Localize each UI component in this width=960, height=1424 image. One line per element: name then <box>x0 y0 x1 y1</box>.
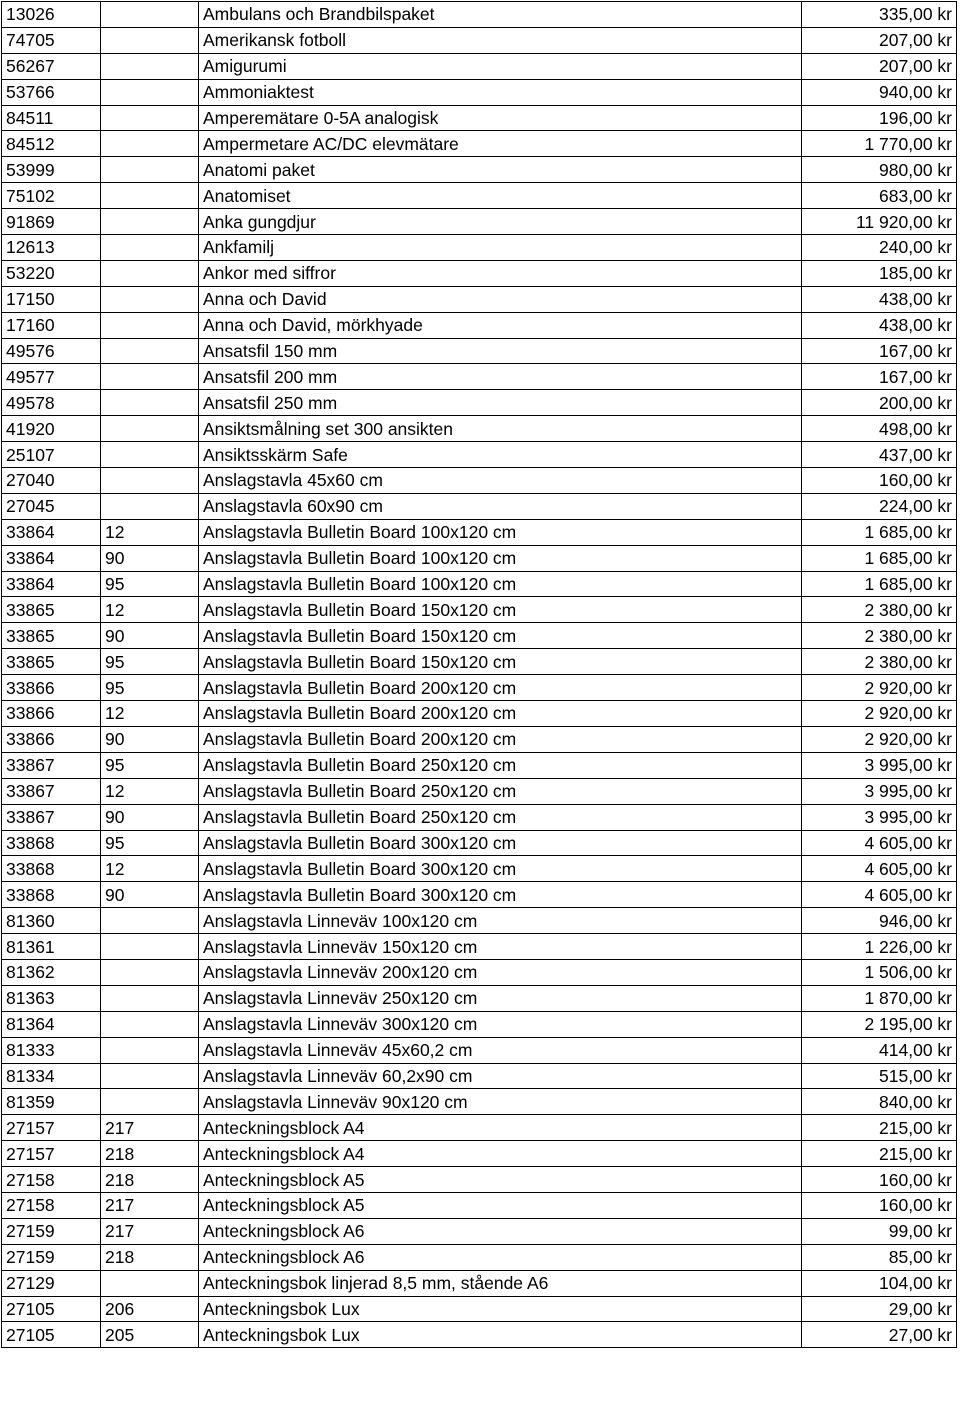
price-cell: 2 920,00 kr <box>802 726 957 752</box>
price-cell: 200,00 kr <box>802 390 957 416</box>
product-name-cell: Anslagstavla Linneväv 90x120 cm <box>199 1089 802 1115</box>
product-name-cell: Anslagstavla Bulletin Board 200x120 cm <box>199 726 802 752</box>
variant-code-cell <box>101 1270 199 1296</box>
product-name-cell: Ankor med siffror <box>199 260 802 286</box>
product-name-cell: Anslagstavla Linneväv 100x120 cm <box>199 908 802 934</box>
price-cell: 4 605,00 kr <box>802 882 957 908</box>
variant-code-cell <box>101 908 199 934</box>
article-number-cell: 53766 <box>2 79 101 105</box>
article-number-cell: 13026 <box>2 2 101 28</box>
product-name-cell: Anslagstavla Bulletin Board 250x120 cm <box>199 804 802 830</box>
article-number-cell: 49577 <box>2 364 101 390</box>
variant-code-cell: 12 <box>101 597 199 623</box>
table-row <box>2 1322 957 1348</box>
article-number-cell: 81334 <box>2 1063 101 1089</box>
article-number-cell: 33867 <box>2 804 101 830</box>
article-number-cell: 56267 <box>2 53 101 79</box>
table-row <box>2 416 957 442</box>
price-cell: 167,00 kr <box>802 364 957 390</box>
price-cell: 498,00 kr <box>802 416 957 442</box>
product-name-cell: Anslagstavla Bulletin Board 100x120 cm <box>199 571 802 597</box>
product-name-cell: Anslagstavla Bulletin Board 200x120 cm <box>199 675 802 701</box>
price-cell: 2 380,00 kr <box>802 623 957 649</box>
variant-code-cell: 217 <box>101 1115 199 1141</box>
table-row <box>2 1296 957 1322</box>
product-name-cell: Anka gungdjur <box>199 209 802 235</box>
product-name-cell: Anslagstavla Bulletin Board 300x120 cm <box>199 882 802 908</box>
table-row <box>2 27 957 53</box>
table-row <box>2 1192 957 1218</box>
article-number-cell: 91869 <box>2 209 101 235</box>
price-cell: 185,00 kr <box>802 260 957 286</box>
article-number-cell: 33867 <box>2 752 101 778</box>
product-name-cell: Anteckningsbok linjerad 8,5 mm, stående A6 <box>199 1270 802 1296</box>
article-number-cell: 84512 <box>2 131 101 157</box>
variant-code-cell <box>101 442 199 468</box>
table-row <box>2 235 957 261</box>
price-cell: 438,00 kr <box>802 286 957 312</box>
table-row <box>2 286 957 312</box>
price-cell: 160,00 kr <box>802 1192 957 1218</box>
table-row <box>2 959 957 985</box>
table-row <box>2 1244 957 1270</box>
product-name-cell: Amperemätare 0-5A analogisk <box>199 105 802 131</box>
table-row <box>2 338 957 364</box>
table-row <box>2 571 957 597</box>
product-name-cell: Anslagstavla Linneväv 300x120 cm <box>199 1011 802 1037</box>
price-cell: 414,00 kr <box>802 1037 957 1063</box>
product-name-cell: Anslagstavla 45x60 cm <box>199 468 802 494</box>
table-row <box>2 1115 957 1141</box>
product-name-cell: Anatomiset <box>199 183 802 209</box>
variant-code-cell <box>101 416 199 442</box>
table-row <box>2 468 957 494</box>
price-cell: 160,00 kr <box>802 468 957 494</box>
price-cell: 1 506,00 kr <box>802 959 957 985</box>
variant-code-cell <box>101 2 199 28</box>
product-name-cell: Anna och David, mörkhyade <box>199 312 802 338</box>
price-cell: 215,00 kr <box>802 1115 957 1141</box>
table-row <box>2 985 957 1011</box>
table-row <box>2 934 957 960</box>
article-number-cell: 17160 <box>2 312 101 338</box>
variant-code-cell: 95 <box>101 675 199 701</box>
article-number-cell: 33864 <box>2 545 101 571</box>
article-number-cell: 33865 <box>2 649 101 675</box>
product-name-cell: Anteckningsbok Lux <box>199 1296 802 1322</box>
price-cell: 2 380,00 kr <box>802 649 957 675</box>
variant-code-cell <box>101 493 199 519</box>
price-cell: 196,00 kr <box>802 105 957 131</box>
article-number-cell: 49578 <box>2 390 101 416</box>
variant-code-cell <box>101 390 199 416</box>
table-row <box>2 493 957 519</box>
price-cell: 1 685,00 kr <box>802 571 957 597</box>
variant-code-cell: 217 <box>101 1192 199 1218</box>
product-name-cell: Anteckningsblock A6 <box>199 1218 802 1244</box>
article-number-cell: 27159 <box>2 1244 101 1270</box>
price-cell: 2 380,00 kr <box>802 597 957 623</box>
table-row <box>2 442 957 468</box>
table-row <box>2 623 957 649</box>
article-number-cell: 84511 <box>2 105 101 131</box>
product-name-cell: Ansatsfil 250 mm <box>199 390 802 416</box>
table-row <box>2 519 957 545</box>
price-cell: 240,00 kr <box>802 235 957 261</box>
article-number-cell: 81364 <box>2 1011 101 1037</box>
price-cell: 2 920,00 kr <box>802 675 957 701</box>
product-name-cell: Anslagstavla Bulletin Board 150x120 cm <box>199 649 802 675</box>
price-cell: 1 870,00 kr <box>802 985 957 1011</box>
price-cell: 1 685,00 kr <box>802 545 957 571</box>
variant-code-cell: 218 <box>101 1167 199 1193</box>
table-row <box>2 390 957 416</box>
table-row <box>2 1037 957 1063</box>
price-cell: 215,00 kr <box>802 1141 957 1167</box>
price-cell: 4 605,00 kr <box>802 856 957 882</box>
variant-code-cell: 95 <box>101 830 199 856</box>
variant-code-cell <box>101 364 199 390</box>
article-number-cell: 33868 <box>2 882 101 908</box>
price-cell: 224,00 kr <box>802 493 957 519</box>
product-name-cell: Ambulans och Brandbilspaket <box>199 2 802 28</box>
table-row <box>2 752 957 778</box>
table-row <box>2 157 957 183</box>
table-row <box>2 1063 957 1089</box>
product-name-cell: Anslagstavla Linneväv 250x120 cm <box>199 985 802 1011</box>
table-row <box>2 2 957 28</box>
product-name-cell: Anslagstavla Linneväv 60,2x90 cm <box>199 1063 802 1089</box>
variant-code-cell: 205 <box>101 1322 199 1348</box>
article-number-cell: 17150 <box>2 286 101 312</box>
variant-code-cell <box>101 934 199 960</box>
product-name-cell: Amigurumi <box>199 53 802 79</box>
article-number-cell: 53220 <box>2 260 101 286</box>
variant-code-cell <box>101 209 199 235</box>
article-number-cell: 81333 <box>2 1037 101 1063</box>
price-cell: 99,00 kr <box>802 1218 957 1244</box>
price-cell: 1 226,00 kr <box>802 934 957 960</box>
variant-code-cell: 95 <box>101 649 199 675</box>
article-number-cell: 49576 <box>2 338 101 364</box>
price-cell: 438,00 kr <box>802 312 957 338</box>
article-number-cell: 33866 <box>2 726 101 752</box>
variant-code-cell: 90 <box>101 545 199 571</box>
product-name-cell: Anslagstavla Bulletin Board 150x120 cm <box>199 597 802 623</box>
price-cell: 3 995,00 kr <box>802 778 957 804</box>
product-name-cell: Anslagstavla 60x90 cm <box>199 493 802 519</box>
price-cell: 515,00 kr <box>802 1063 957 1089</box>
variant-code-cell: 90 <box>101 623 199 649</box>
table-row <box>2 312 957 338</box>
variant-code-cell <box>101 286 199 312</box>
table-row <box>2 856 957 882</box>
article-number-cell: 33868 <box>2 856 101 882</box>
table-row <box>2 701 957 727</box>
article-number-cell: 27157 <box>2 1115 101 1141</box>
product-name-cell: Anslagstavla Bulletin Board 150x120 cm <box>199 623 802 649</box>
variant-code-cell: 12 <box>101 856 199 882</box>
product-name-cell: Ankfamilj <box>199 235 802 261</box>
product-name-cell: Ansiktsmålning set 300 ansikten <box>199 416 802 442</box>
variant-code-cell <box>101 985 199 1011</box>
product-name-cell: Anslagstavla Linneväv 45x60,2 cm <box>199 1037 802 1063</box>
product-name-cell: Anteckningsblock A5 <box>199 1192 802 1218</box>
article-number-cell: 33868 <box>2 830 101 856</box>
price-cell: 11 920,00 kr <box>802 209 957 235</box>
table-row <box>2 597 957 623</box>
product-name-cell: Anslagstavla Bulletin Board 100x120 cm <box>199 519 802 545</box>
table-row <box>2 1167 957 1193</box>
article-number-cell: 27129 <box>2 1270 101 1296</box>
table-row <box>2 804 957 830</box>
table-row <box>2 260 957 286</box>
variant-code-cell: 95 <box>101 571 199 597</box>
variant-code-cell <box>101 53 199 79</box>
article-number-cell: 27045 <box>2 493 101 519</box>
article-number-cell: 81360 <box>2 908 101 934</box>
price-cell: 946,00 kr <box>802 908 957 934</box>
variant-code-cell <box>101 1063 199 1089</box>
product-name-cell: Anslagstavla Bulletin Board 250x120 cm <box>199 778 802 804</box>
product-name-cell: Anna och David <box>199 286 802 312</box>
variant-code-cell: 218 <box>101 1141 199 1167</box>
variant-code-cell <box>101 312 199 338</box>
price-cell: 27,00 kr <box>802 1322 957 1348</box>
article-number-cell: 41920 <box>2 416 101 442</box>
product-name-cell: Anteckningsblock A4 <box>199 1115 802 1141</box>
price-cell: 85,00 kr <box>802 1244 957 1270</box>
price-cell: 29,00 kr <box>802 1296 957 1322</box>
variant-code-cell <box>101 183 199 209</box>
variant-code-cell: 90 <box>101 804 199 830</box>
article-number-cell: 33864 <box>2 519 101 545</box>
price-cell: 683,00 kr <box>802 183 957 209</box>
article-number-cell: 81362 <box>2 959 101 985</box>
article-number-cell: 27105 <box>2 1296 101 1322</box>
article-number-cell: 27158 <box>2 1167 101 1193</box>
article-number-cell: 25107 <box>2 442 101 468</box>
product-name-cell: Anslagstavla Bulletin Board 200x120 cm <box>199 701 802 727</box>
product-name-cell: Anslagstavla Bulletin Board 100x120 cm <box>199 545 802 571</box>
table-row <box>2 1270 957 1296</box>
table-row <box>2 1089 957 1115</box>
price-cell: 1 770,00 kr <box>802 131 957 157</box>
article-number-cell: 33866 <box>2 701 101 727</box>
variant-code-cell <box>101 79 199 105</box>
variant-code-cell <box>101 131 199 157</box>
table-row <box>2 882 957 908</box>
variant-code-cell: 95 <box>101 752 199 778</box>
price-cell: 335,00 kr <box>802 2 957 28</box>
price-cell: 1 685,00 kr <box>802 519 957 545</box>
table-row <box>2 209 957 235</box>
variant-code-cell: 12 <box>101 778 199 804</box>
article-number-cell: 74705 <box>2 27 101 53</box>
product-name-cell: Anslagstavla Linneväv 150x120 cm <box>199 934 802 960</box>
table-row <box>2 649 957 675</box>
product-name-cell: Ampermetare AC/DC elevmätare <box>199 131 802 157</box>
variant-code-cell: 90 <box>101 726 199 752</box>
article-number-cell: 27158 <box>2 1192 101 1218</box>
product-name-cell: Anslagstavla Bulletin Board 300x120 cm <box>199 830 802 856</box>
table-row <box>2 726 957 752</box>
variant-code-cell <box>101 27 199 53</box>
article-number-cell: 81363 <box>2 985 101 1011</box>
price-cell: 3 995,00 kr <box>802 804 957 830</box>
price-list-table <box>1 1 957 1348</box>
table-row <box>2 908 957 934</box>
price-cell: 167,00 kr <box>802 338 957 364</box>
table-row <box>2 1218 957 1244</box>
variant-code-cell <box>101 235 199 261</box>
price-cell: 160,00 kr <box>802 1167 957 1193</box>
variant-code-cell: 12 <box>101 701 199 727</box>
table-row <box>2 1011 957 1037</box>
variant-code-cell <box>101 338 199 364</box>
article-number-cell: 27040 <box>2 468 101 494</box>
product-name-cell: Anatomi paket <box>199 157 802 183</box>
price-list-body <box>2 2 957 1348</box>
product-name-cell: Anteckningsblock A4 <box>199 1141 802 1167</box>
variant-code-cell <box>101 1037 199 1063</box>
variant-code-cell: 218 <box>101 1244 199 1270</box>
table-row <box>2 675 957 701</box>
product-name-cell: Anslagstavla Linneväv 200x120 cm <box>199 959 802 985</box>
variant-code-cell <box>101 959 199 985</box>
product-name-cell: Amerikansk fotboll <box>199 27 802 53</box>
product-name-cell: Ammoniaktest <box>199 79 802 105</box>
article-number-cell: 27105 <box>2 1322 101 1348</box>
article-number-cell: 33865 <box>2 623 101 649</box>
variant-code-cell <box>101 468 199 494</box>
price-cell: 207,00 kr <box>802 53 957 79</box>
table-row <box>2 364 957 390</box>
price-cell: 4 605,00 kr <box>802 830 957 856</box>
variant-code-cell <box>101 105 199 131</box>
variant-code-cell: 90 <box>101 882 199 908</box>
table-row <box>2 545 957 571</box>
product-name-cell: Anslagstavla Bulletin Board 250x120 cm <box>199 752 802 778</box>
variant-code-cell <box>101 157 199 183</box>
table-row <box>2 778 957 804</box>
article-number-cell: 81361 <box>2 934 101 960</box>
article-number-cell: 33865 <box>2 597 101 623</box>
table-row <box>2 79 957 105</box>
price-cell: 840,00 kr <box>802 1089 957 1115</box>
product-name-cell: Anslagstavla Bulletin Board 300x120 cm <box>199 856 802 882</box>
variant-code-cell: 206 <box>101 1296 199 1322</box>
product-name-cell: Anteckningsblock A5 <box>199 1167 802 1193</box>
article-number-cell: 53999 <box>2 157 101 183</box>
article-number-cell: 12613 <box>2 235 101 261</box>
product-name-cell: Anteckningsblock A6 <box>199 1244 802 1270</box>
product-name-cell: Ansatsfil 200 mm <box>199 364 802 390</box>
variant-code-cell: 217 <box>101 1218 199 1244</box>
article-number-cell: 75102 <box>2 183 101 209</box>
price-cell: 104,00 kr <box>802 1270 957 1296</box>
variant-code-cell <box>101 260 199 286</box>
article-number-cell: 33866 <box>2 675 101 701</box>
article-number-cell: 27159 <box>2 1218 101 1244</box>
article-number-cell: 81359 <box>2 1089 101 1115</box>
article-number-cell: 27157 <box>2 1141 101 1167</box>
price-cell: 3 995,00 kr <box>802 752 957 778</box>
product-name-cell: Ansatsfil 150 mm <box>199 338 802 364</box>
table-row <box>2 1141 957 1167</box>
table-row <box>2 830 957 856</box>
table-row <box>2 131 957 157</box>
variant-code-cell <box>101 1011 199 1037</box>
price-cell: 437,00 kr <box>802 442 957 468</box>
price-cell: 2 195,00 kr <box>802 1011 957 1037</box>
product-name-cell: Anteckningsbok Lux <box>199 1322 802 1348</box>
table-row <box>2 53 957 79</box>
product-name-cell: Ansiktsskärm Safe <box>199 442 802 468</box>
price-cell: 2 920,00 kr <box>802 701 957 727</box>
table-row <box>2 105 957 131</box>
article-number-cell: 33867 <box>2 778 101 804</box>
price-cell: 980,00 kr <box>802 157 957 183</box>
price-cell: 207,00 kr <box>802 27 957 53</box>
variant-code-cell <box>101 1089 199 1115</box>
price-cell: 940,00 kr <box>802 79 957 105</box>
article-number-cell: 33864 <box>2 571 101 597</box>
variant-code-cell: 12 <box>101 519 199 545</box>
table-row <box>2 183 957 209</box>
